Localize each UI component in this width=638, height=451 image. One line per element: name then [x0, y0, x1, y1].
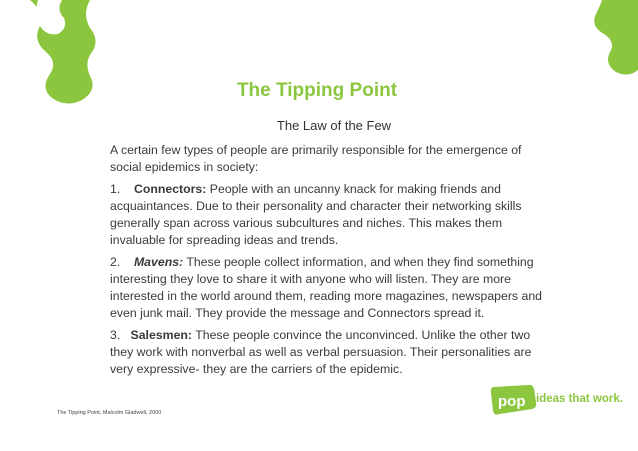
- item-number: 1.: [110, 182, 121, 196]
- item-term: Mavens:: [133, 255, 184, 269]
- pop-logo-mark: [488, 383, 538, 417]
- item-term: Connectors:: [133, 182, 207, 196]
- list-item: [110, 327, 550, 378]
- corner-decoration-right: [582, 0, 638, 80]
- pop-logo: [488, 383, 623, 417]
- item-text: These people convince the unconvinced. Unlike the other two they work with nonverbal as well as verbal persuasion. Their personalities are very expressive- they are the carriers of the epidemic.: [110, 328, 532, 376]
- intro-paragraph: A certain few types of people are primarily responsible for the emergence of social epidemics in society:: [110, 143, 522, 174]
- footer-citation: The Tipping Point, Malcolm Gladwell, 2000: [57, 410, 162, 416]
- item-number: 3.: [110, 328, 121, 342]
- logo-brand: pop: [498, 393, 526, 410]
- logo-tagline: ideas that work.: [536, 393, 623, 405]
- item-term: Salesmen:: [130, 328, 193, 342]
- item-text: These people collect information, and when they find something interesting they love to share it with anyone who will listen. They are more interested in the world around them, reading more magazines, newspapers and even junk mail. They provide the message and Connectors spread it.: [110, 255, 543, 320]
- slide-subtitle: The Law of the Few: [276, 118, 392, 133]
- list-item: [110, 181, 550, 249]
- slide-title: The Tipping Point: [236, 80, 398, 101]
- body-content: [110, 142, 550, 383]
- list-item: [110, 254, 550, 322]
- item-number: 2.: [110, 255, 121, 269]
- item-text: People with an uncanny knack for making friends and acquaintances. Due to their personality and character their networking skills generally span across various subcultures and niches. This makes them invaluable for spreading ideas and trends.: [110, 182, 522, 247]
